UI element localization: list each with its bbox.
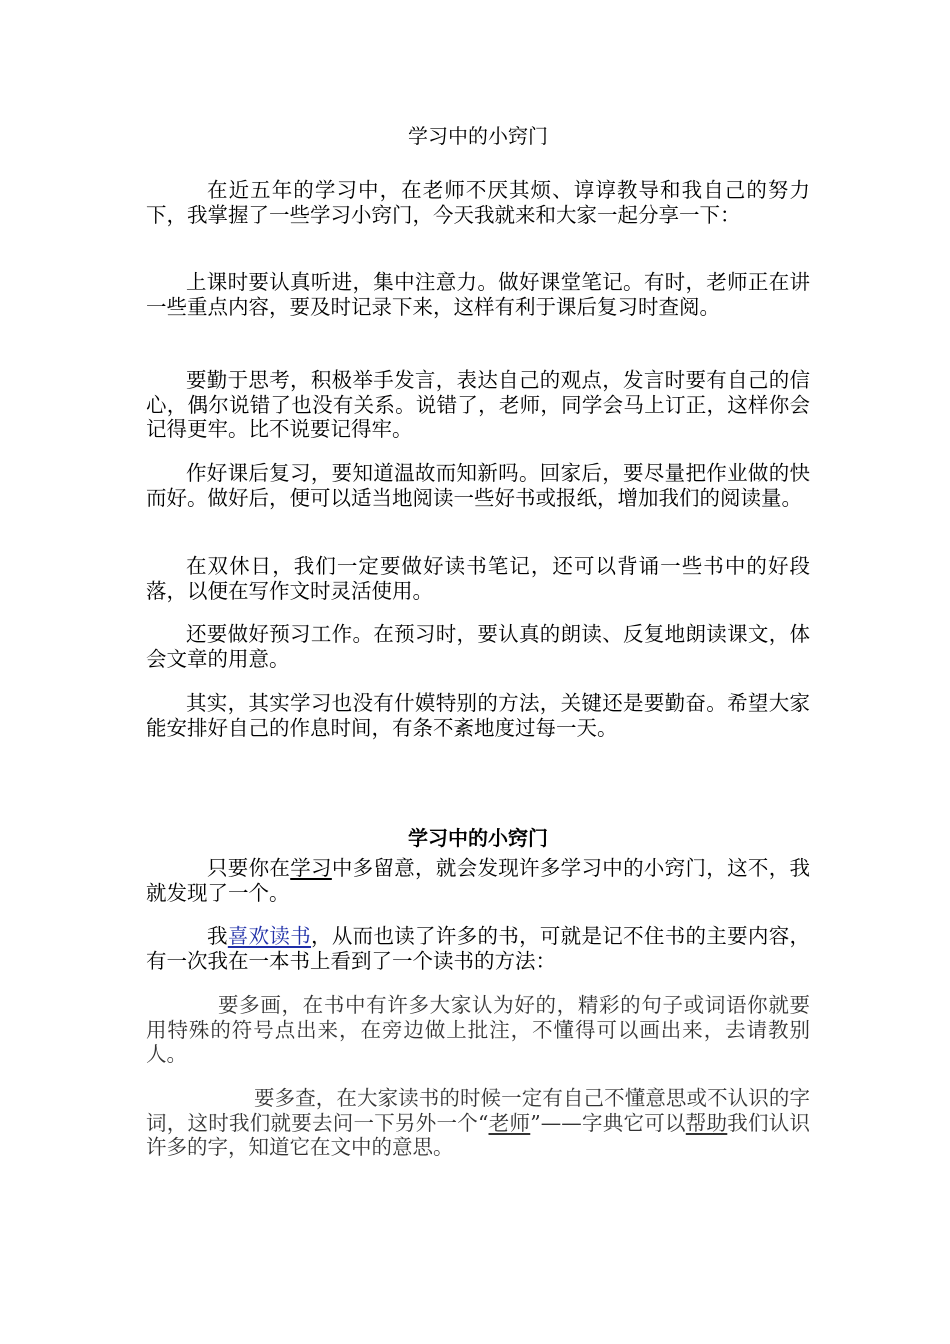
essay-one-paragraph: 要勤于思考，积极举手发言，表达自己的观点，发言时要有自己的信心，偶尔说错了也没有关系。说错了，老师，同学会马上订正，这样你会记得更牢。比不说要记得牢。 bbox=[146, 368, 810, 441]
essay-two-paragraph: 要多画，在书中有许多大家认为好的，精彩的句子或词语你就要用特殊的符号点出来，在旁边做上批注，不懂得可以画出来，去请教别人。 bbox=[146, 993, 810, 1066]
essay-one-paragraph: 上课时要认真听进，集中注意力。做好课堂笔记。有时，老师正在讲一些重点内容，要及时记录下来，这样有利于课后复习时查阅。 bbox=[146, 270, 810, 319]
essay-one-paragraph: 其实，其实学习也没有什嫫特别的方法，关键还是要勤奋。希望大家能安排好自己的作息时间，有条不紊地度过每一天。 bbox=[146, 691, 810, 740]
link-like-reading[interactable]: 喜欢读书 bbox=[227, 924, 312, 948]
essay-two-paragraph: 要多查，在大家读书的时候一定有自己不懂意思或不认识的字词，这时我们就要去问一下另外一个“老师”——字典它可以帮助我们认识许多的字，知道它在文中的意思。 bbox=[146, 1086, 811, 1159]
essay-two-paragraph: 我喜欢读书，从而也读了许多的书，可就是记不住书的主要内容，有一次我在一本书上看到了一个读书的方法： bbox=[146, 924, 811, 973]
essay-one-paragraph: 还要做好预习工作。在预习时，要认真的朗读、反复地朗读课文，体会文章的用意。 bbox=[146, 622, 810, 671]
essay-two-title: 学习中的小窍门 bbox=[408, 826, 548, 850]
essay-one-title: 学习中的小窍门 bbox=[408, 124, 548, 148]
essay-one-paragraph: 在双休日，我们一定要做好读书笔记，还可以背诵一些书中的好段落，以便在写作文时灵活使用。 bbox=[146, 554, 810, 603]
link-help[interactable]: 帮助 bbox=[685, 1110, 728, 1135]
essay-two-paragraph: 只要你在学习中多留意，就会发现许多学习中的小窍门，这不，我就发现了一个。 bbox=[146, 856, 811, 905]
link-study[interactable]: 学习 bbox=[290, 856, 332, 880]
link-teacher[interactable]: 老师 bbox=[488, 1110, 531, 1135]
essay-one-paragraph: 在近五年的学习中，在老师不厌其烦、谆谆教导和我自己的努力下，我掌握了一些学习小窍门，今天我就来和大家一起分享一下： bbox=[146, 178, 810, 227]
essay-one-paragraph: 作好课后复习，要知道温故而知新吗。回家后，要尽量把作业做的快而好。做好后，便可以适当地阅读一些好书或报纸，增加我们的阅读量。 bbox=[146, 461, 810, 510]
